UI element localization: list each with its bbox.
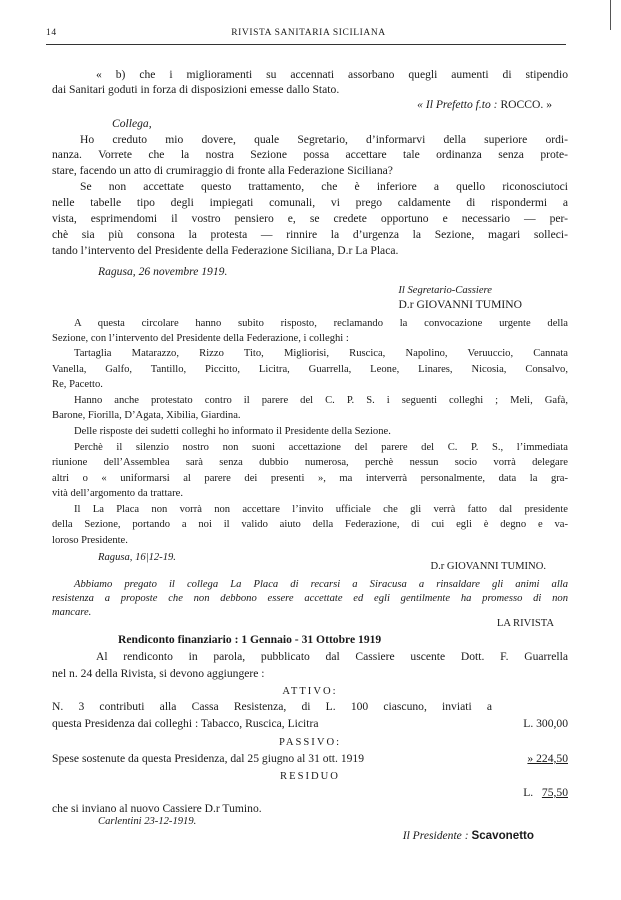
attivo-line-1: N. 3 contributi alla Cassa Resistenza, di L. 100 ciascuno, inviati a xyxy=(52,700,492,713)
note-line-1: Abbiamo pregato il collega La Placa di recarsi a Siracusa a rinsaldare gli animi alla xyxy=(74,579,568,590)
p3-line-4: chè sia più consona la protesta — rinnire la d’urgenza la Sezione, magari solleci- xyxy=(52,228,568,241)
p4-line-2: Sezione, con l’intervento del Presidente della Federazione, i colleghi : xyxy=(52,333,349,344)
p5-line-1: Hanno anche protestato contro il parere del C. P. S. i seguenti colleghi ; Meli, Gafà, xyxy=(74,395,568,406)
p7-line-3: altri o « uniformarsi al parere dei presenti », ma interverrà personalmente, data la gra- xyxy=(52,473,568,484)
president-name: Scavonetto xyxy=(471,829,534,842)
p7-line-1: Perchè il silenzio nostro non suoni accettazione del parere del C. P. S., l’immediata xyxy=(74,442,568,453)
signature-name-1: D.r GIOVANNI TUMINO xyxy=(398,298,522,311)
residuo-label: RESIDUO xyxy=(280,771,340,782)
passivo-label: PASSIVO: xyxy=(278,737,342,748)
passivo-line-1: Spese sostenute da questa Presidenza, dal 25 giugno al 31 ott. 1919 xyxy=(52,752,365,765)
rendiconto-intro-2: nel n. 24 della Rivista, si devono aggiungere : xyxy=(52,667,265,680)
note-line-3: mancare. xyxy=(52,607,92,618)
p7-line-2: riunione dell’Assemblea sarà senza dubbio numerosa, perchè nessun socio vorrà delegare xyxy=(52,457,568,468)
attivo-label: ATTIVO: xyxy=(282,686,338,697)
prefetto-name: ROCCO. » xyxy=(500,98,552,111)
passivo-amount: » 224,50 xyxy=(527,752,568,765)
rendiconto-intro-1: Al rendiconto in parola, pubblicato dal Cassiere uscente Dott. F. Guarrella xyxy=(96,650,568,663)
p7-line-4: vità dell’argomento da trattare. xyxy=(52,488,183,499)
place-date: Carlentini 23-12-1919. xyxy=(98,816,197,827)
residuo-amount-group xyxy=(523,786,568,800)
president-label: Il Presidente : xyxy=(402,829,469,842)
p3-line-2: nelle tabelle tipo degli impiegati comunali, vi prego caldamente di rispondermi a xyxy=(52,196,568,209)
residuo-amount-prefix: L. xyxy=(523,786,534,799)
p3-line-3: vista, esprimendomi il vostro pensiero e, se credete opportuno e necessario — per- xyxy=(52,212,568,225)
running-header xyxy=(46,28,571,42)
p4-line-1: A questa circolare hanno subito risposto, reclamando la convocazione urgente della xyxy=(74,318,568,329)
president-signature xyxy=(52,829,534,843)
attivo-amount: L. 300,00 xyxy=(523,717,568,730)
header-rule xyxy=(46,44,566,45)
attivo-row xyxy=(52,717,568,731)
p3-line-5: tando l’intervento del Presidente della Federazione Siciliana, D.r La Placa. xyxy=(52,244,399,257)
p4-line-3: Tartaglia Matarazzo, Rizzo Tito, Migliorisi, Ruscica, Napolino, Veruuccio, Cannata xyxy=(74,348,568,359)
salutation: Collega, xyxy=(112,117,152,130)
closing-line: che si inviano al nuovo Cassiere D.r Tumino. xyxy=(52,802,262,815)
p2-line-2: nanza. Vorrete che la nostra Sezione possa accettare tale ordinanza senza prote- xyxy=(52,148,568,161)
passivo-row xyxy=(52,752,568,766)
p4-line-4: Vanella, Galfo, Tantillo, Piccitto, Licitra, Guarrella, Leone, Linares, Nicosia, Consalvo, xyxy=(52,364,568,375)
date-ragusa-1: Ragusa, 26 novembre 1919. xyxy=(98,265,228,278)
prefetto-signature xyxy=(52,98,552,112)
signature-role: Il Segretario-Cassiere xyxy=(398,285,492,296)
page-number: 14 xyxy=(46,28,57,38)
p1-line-2: dai Sanitari goduti in forza di disposizioni emesse dallo Stato. xyxy=(52,83,340,96)
prefetto-label: « Il Prefetto f.to : xyxy=(417,98,498,111)
residuo-amount: 75,50 xyxy=(541,786,568,799)
note-line-2: resistenza a proposte che non debbono essere accettate ed egli gentilmente ha promesso di non xyxy=(52,593,568,604)
journal-title: RIVISTA SANITARIA SICILIANA xyxy=(231,28,386,38)
p8-line-2: della Sezione, portando a noi il valido aiuto della Federazione, di cui egli è degno e va- xyxy=(52,519,568,530)
p6-line-1: Delle risposte dei sudetti colleghi ho informato il Presidente della Sezione. xyxy=(74,426,391,437)
p2-line-1: Ho creduto mio dovere, quale Segretario, d’informarvi della superiore ordi- xyxy=(80,133,568,146)
p8-line-1: Il La Placa non vorrà non accettare l’invito ufficiale che gli verrà fatto dal presidente xyxy=(74,504,568,515)
p5-line-2: Barone, Fiorilla, D’Agata, Xibilia, Giardina. xyxy=(52,410,241,421)
signature-name-2: D.r GIOVANNI TUMINO. xyxy=(430,561,546,572)
page-edge-mark xyxy=(610,0,611,30)
attivo-line-2: questa Presidenza dai colleghi : Tabacco, Ruscica, Licitra xyxy=(52,717,319,730)
p2-line-3: stare, facendo un atto di crumiraggio di fronte alla Federazione Siciliana? xyxy=(52,164,393,177)
date-ragusa-2: Ragusa, 16|12-19. xyxy=(98,552,176,563)
p3-line-1: Se non accettate questo trattamento, che è inferiore a quello riconosciutoci xyxy=(80,180,568,193)
rendiconto-title: Rendiconto finanziario : 1 Gennaio - 31 Ottobre 1919 xyxy=(118,633,382,646)
p4-line-5: Re, Pacetto. xyxy=(52,379,103,390)
p8-line-3: loroso Presidente. xyxy=(52,535,128,546)
p1-line-1: « b) che i miglioramenti su accennati assorbano quegli aumenti di stipendio xyxy=(96,68,568,81)
note-signature: LA RIVISTA xyxy=(496,618,554,629)
